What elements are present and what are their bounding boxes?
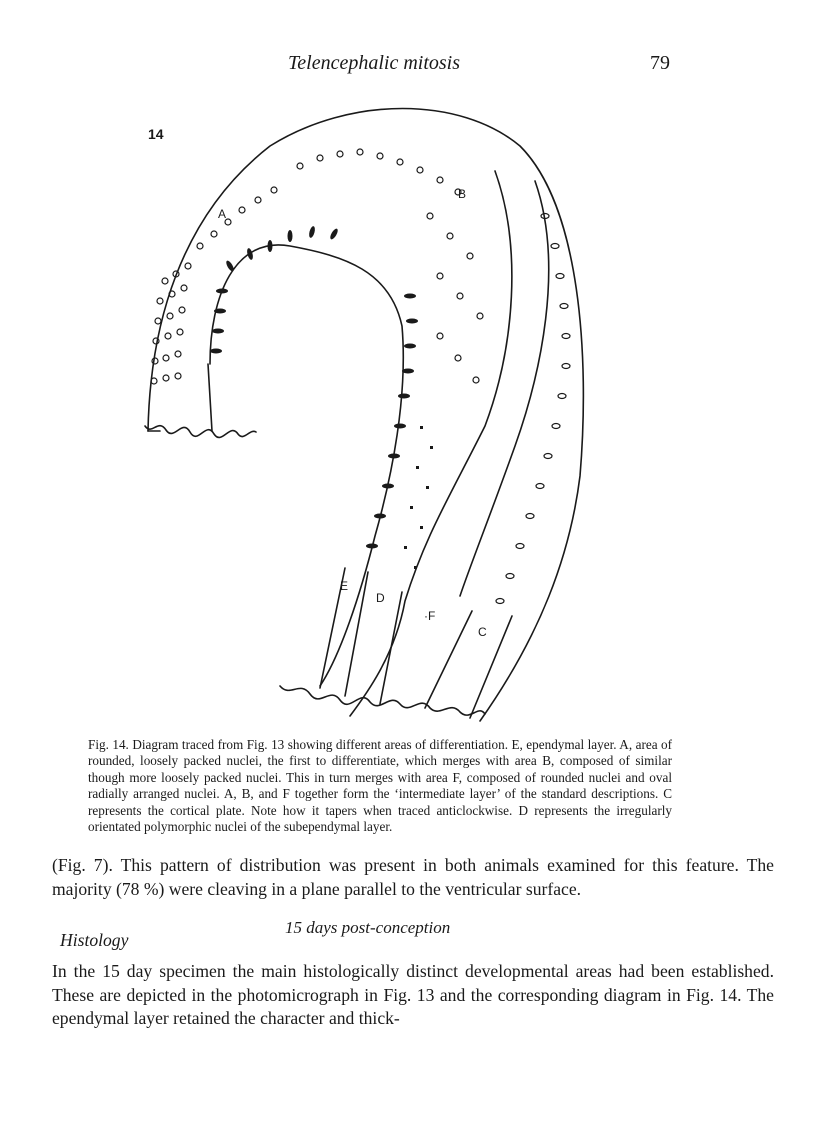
area-label-c: C	[478, 625, 487, 639]
area-label-e: E	[340, 579, 349, 593]
nuclei-zone-d	[404, 426, 433, 569]
radial-line-f	[380, 592, 402, 704]
area-label-b: B	[458, 187, 467, 201]
ventricular-contour	[210, 245, 403, 686]
section-heading: 15 days post-conception	[285, 918, 451, 937]
nuclei-zone-e	[210, 226, 418, 549]
figure-number: 14	[148, 126, 164, 142]
running-title: Telencephalic mitosis	[288, 52, 461, 74]
radial-line-d	[345, 572, 368, 696]
radial-line-c1	[425, 611, 472, 708]
paragraph-2: In the 15 day specimen the main histologically distinct developmental areas had been established. These are depicted in the photomicrograph in Fig. 13 and the corresponding diagram in Fig. 14. The ependymal layer retained the character and thick-	[52, 961, 774, 1028]
area-label-f: ·F	[424, 609, 436, 623]
radial-line-c2	[470, 616, 512, 718]
running-head	[0, 52, 816, 80]
page-number: 79	[650, 52, 670, 74]
brain-section-diagram	[140, 96, 600, 736]
area-label-d: D	[376, 591, 385, 605]
nuclei-zone-b	[297, 149, 483, 383]
boundary-f-c	[460, 181, 549, 596]
figure-diagram	[140, 96, 600, 736]
area-label-a: A	[218, 207, 227, 221]
nuclei-zone-a	[151, 187, 277, 384]
left-wavy-edge	[145, 426, 256, 438]
nuclei-zone-c	[496, 214, 570, 604]
outer-contour	[148, 109, 583, 722]
boundary-b-f	[350, 171, 512, 716]
figure-caption: Fig. 14. Diagram traced from Fig. 13 showing different areas of differentiation. E, ependymal layer. A, area of rounded, loosely packed nuclei, the first to differentiate, which merges with area B, composed of similar though more loosely packed nuclei. This in turn merges with area F, composed of rounded nuclei and oval radially arranged nuclei. A, B, and F together form the ‘intermediate layer’ of the standard descriptions. C represents the cortical plate. Note how it tapers when traced anticlockwise. D represents the irregularly orientated polymorphic nuclei of the subependymal layer.	[88, 737, 672, 835]
sub-heading: Histology	[60, 930, 129, 950]
paragraph-1: (Fig. 7). This pattern of distribution was present in both animals examined for this feature. The majority (78 %) were cleaving in a plane parallel to the ventricular surface.	[52, 855, 774, 899]
